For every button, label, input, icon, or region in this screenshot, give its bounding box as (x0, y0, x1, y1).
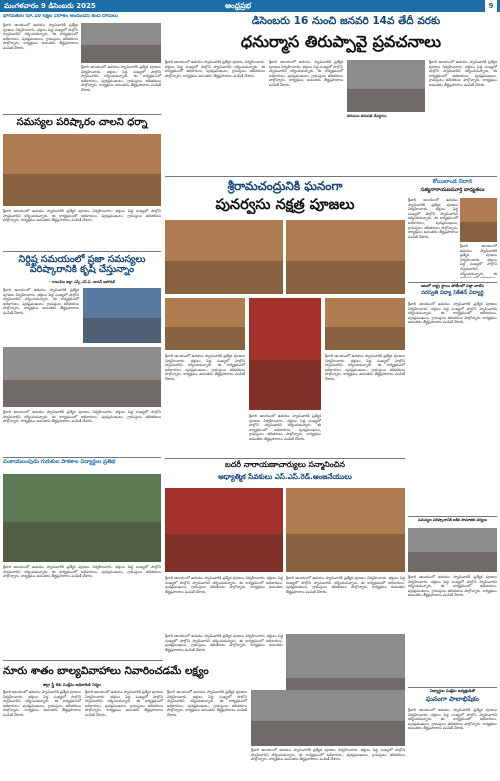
right-story1-headline-line2: సత్యనారాయణమూర్తి బాధ్యతలు (420, 187, 485, 193)
brief-body-2: శ్రీవారి ఆలయంలో ఉదయం స్వామివారికి ప్రత్యేక పూజలు నిర్వహించారు. భక్తులు పెద్ద సంఖ్యలో పాల్గొని స్వామివారిని దర్శించుకున్నారు. ఈ కార్యక్రమంలో అధికారులు, పురప్రముఖులు, గ్రామస్తులు తదితరులు పాల్గొన్నారు. కార్యక్రమం అనంతరం తీర్థప్రసాదాలు పంపిణీ చేశారు. (81, 65, 161, 92)
story2-subhead: - రాజంపేట జిల్లా ఎస్పీ ఎస్.వి. జాదవ్ ఆపోదిబ్ (49, 280, 115, 284)
brief-headline: భాగవతుల రూ.10 లక్షల విరాళం అందించిన కంచి దాసులు (3, 14, 118, 19)
center-headline-line1: శ్రీరామచంద్రునికి ఘనంగా (227, 179, 343, 193)
story1-body: శ్రీవారి ఆలయంలో ఉదయం స్వామివారికి ప్రత్యేక పూజలు నిర్వహించారు. భక్తులు పెద్ద సంఖ్యలో పాల్గొని స్వామివారిని దర్శించుకున్నారు. ఈ కార్యక్రమంలో అధికారులు, పురప్రముఖులు, గ్రామస్తులు తదితరులు పాల్గొన్నారు. కార్యక్రమం అనంతరం తీర్థప్రసాదాలు పంపిణీ చేశారు. (3, 209, 161, 223)
temple-photo-caption: తిరుమల తిరుపతి దేవస్థానం (347, 114, 387, 118)
right-story3-headline: సమస్యల పరిష్కారానికి ఐకిక సామాజిక చర్యలు (417, 517, 488, 522)
top-story-body-3: శ్రీవారి ఆలయంలో ఉదయం స్వామివారికి ప్రత్యేక పూజలు నిర్వహించారు. భక్తులు పెద్ద సంఖ్యలో పాల్గొని స్వామివారిని దర్శించుకున్నారు. ఈ కార్యక్రమంలో అధికారులు, పురప్రముఖులు, గ్రామస్తులు తదితరులు పాల్గొన్నారు. కార్యక్రమం అనంతరం తీర్థప్రసాదాలు పంపిణీ చేశారు. (429, 60, 497, 87)
divider (165, 458, 405, 459)
top-story-body: శ్రీవారి ఆలయంలో ఉదయం స్వామివారికి ప్రత్యేక పూజలు నిర్వహించారు. భక్తులు పెద్ద సంఖ్యలో పాల్గొని స్వామివారిని దర్శించుకున్నారు. ఈ కార్యక్రమంలో అధికారులు, పురప్రముఖులు, గ్రామస్తులు తదితరులు పాల్గొన్నారు. కార్యక్రమం అనంతరం తీర్థప్రసాదాలు పంపిణీ చేశారు. (165, 60, 265, 78)
meeting-photo (408, 528, 497, 572)
publication-name: ఆంధ్రప్రభ (225, 1, 252, 10)
pooja-photo-3 (165, 298, 245, 350)
bottom-subhead: జిల్లా స్త్రీ శిశు సంక్షేమ అధికారిణి నిర్మల (43, 682, 101, 687)
protest-photo (3, 134, 161, 206)
top-story (165, 14, 497, 174)
pooja-photo-2 (286, 220, 405, 294)
right-story2-headline-line1: ఆటలో రాష్ట్ర స్థాయి పోటీలలో సత్తా చాటిన (421, 283, 484, 288)
right-story4-headline-line1: విద్యార్థుల సంక్షేమ అధ్యక్షుడితో (429, 688, 476, 693)
deity-photo (249, 298, 321, 410)
right-story2-body: శ్రీవారి ఆలయంలో ఉదయం స్వామివారికి ప్రత్యేక పూజలు నిర్వహించారు. భక్తులు పెద్ద సంఖ్యలో పాల్గొని స్వామివారిని దర్శించుకున్నారు. ఈ కార్యక్రమంలో అధికారులు, పురప్రముఖులు, గ్రామస్తులు తదితరులు పాల్గొన్నారు. కార్యక్రమం అనంతరం తీర్థప్రసాదాలు పంపిణీ చేశారు. (408, 302, 497, 325)
divider (3, 251, 161, 252)
center-story2-headline-line2: ఆధ్యాత్మిక సేవకులు ఎస్.ఎస్.రెడ్.ఆంజనేయులు (218, 472, 352, 481)
seva-photo-2 (286, 488, 405, 572)
center-story2-body: శ్రీవారి ఆలయంలో ఉదయం స్వామివారికి ప్రత్యేక పూజలు నిర్వహించారు. భక్తులు పెద్ద సంఖ్యలో పాల్గొని స్వామివారిని దర్శించుకున్నారు. ఈ కార్యక్రమంలో అధికారులు, పురప్రముఖులు, గ్రామస్తులు తదితరులు పాల్గొన్నారు. కార్యక్రమం అనంతరం తీర్థప్రసాదాలు పంపిణీ చేశారు. (165, 576, 283, 594)
left-column (3, 14, 161, 714)
bottom-headline: నూరు శాతం బాల్యవివాహాలు నివారించడమే లక్ష్యం (3, 665, 209, 677)
divider (165, 176, 497, 177)
center-story2-body-2: శ్రీవారి ఆలయంలో ఉదయం స్వామివారికి ప్రత్యేక పూజలు నిర్వహించారు. భక్తులు పెద్ద సంఖ్యలో పాల్గొని స్వామివారిని దర్శించుకున్నారు. ఈ కార్యక్రమంలో అధికారులు, పురప్రముఖులు, గ్రామస్తులు తదితరులు పాల్గొన్నారు. కార్యక్రమం అనంతరం తీర్థప్రసాదాలు పంపిణీ చేశారు. (286, 576, 405, 594)
right-story1-body: శ్రీవారి ఆలయంలో ఉదయం స్వామివారికి ప్రత్యేక పూజలు నిర్వహించారు. భక్తులు పెద్ద సంఖ్యలో పాల్గొని స్వామివారిని దర్శించుకున్నారు. ఈ కార్యక్రమంలో అధికారులు, పురప్రముఖులు, గ్రామస్తులు తదితరులు పాల్గొన్నారు. కార్యక్రమం అనంతరం తీర్థప్రసాదాలు పంపిణీ చేశారు. (408, 198, 458, 239)
top-story-body-2: శ్రీవారి ఆలయంలో ఉదయం స్వామివారికి ప్రత్యేక పూజలు నిర్వహించారు. భక్తులు పెద్ద సంఖ్యలో పాల్గొని స్వామివారిని దర్శించుకున్నారు. ఈ కార్యక్రమంలో అధికారులు, పురప్రముఖులు, గ్రామస్తులు తదితరులు పాల్గొన్నారు. కార్యక్రమం అనంతరం తీర్థప్రసాదాలు పంపిణీ చేశారు. (269, 60, 343, 87)
center-column (165, 178, 405, 718)
story2-body: శ్రీవారి ఆలయంలో ఉదయం స్వామివారికి ప్రత్యేక పూజలు నిర్వహించారు. భక్తులు పెద్ద సంఖ్యలో పాల్గొని స్వామివారిని దర్శించుకున్నారు. ఈ కార్యక్రమంలో అధికారులు, పురప్రముఖులు, గ్రామస్తులు తదితరులు పాల్గొన్నారు. కార్యక్రమం అనంతరం తీర్థప్రసాదాలు పంపిణీ చేశారు. (3, 288, 79, 315)
story2-headline: నిర్దిష్ట సమయంలో ప్రజా సమస్యలు పరిష్కారానికి కృషి చేస్తున్నాం (18, 254, 146, 275)
right-story4-body: శ్రీవారి ఆలయంలో ఉదయం స్వామివారికి ప్రత్యేక పూజలు నిర్వహించారు. భక్తులు పెద్ద సంఖ్యలో పాల్గొని స్వామివారిని దర్శించుకున్నారు. ఈ కార్యక్రమంలో అధికారులు, పురప్రముఖులు, గ్రామస్తులు తదితరులు పాల్గొన్నారు. కార్యక్రమం అనంతరం తీర్థప్రసాదాలు పంపిణీ చేశారు. (408, 708, 497, 731)
right-story3-body: శ్రీవారి ఆలయంలో ఉదయం స్వామివారికి ప్రత్యేక పూజలు నిర్వహించారు. భక్తులు పెద్ద సంఖ్యలో పాల్గొని స్వామివారిని దర్శించుకున్నారు. ఈ కార్యక్రమంలో అధికారులు, పురప్రముఖులు, గ్రామస్తులు తదితరులు పాల్గొన్నారు. కార్యక్రమం అనంతరం తీర్థప్రసాదాలు పంపిణీ చేశారు. (408, 575, 497, 598)
temple-photo (347, 60, 425, 112)
sp-photo (83, 288, 161, 343)
pooja-photo-4 (325, 298, 405, 350)
divider (3, 114, 161, 115)
center-story2-headline-line1: బదరీ నారాయణాచార్యులు సన్మానించిన (225, 460, 345, 469)
top-story-headline: ధనుర్మాస తిరుప్పావై ప్రవచనాలు (240, 32, 442, 51)
center-body-3: శ్రీవారి ఆలయంలో ఉదయం స్వామివారికి ప్రత్యేక పూజలు నిర్వహించారు. భక్తులు పెద్ద సంఖ్యలో పాల్గొని స్వామివారిని దర్శించుకున్నారు. ఈ కార్యక్రమంలో అధికారులు, పురప్రముఖులు, గ్రామస్తులు తదితరులు పాల్గొన్నారు. కార్యక్రమం అనంతరం తీర్థప్రసాదాలు పంపిణీ చేశారు. (249, 414, 321, 441)
center-story3-body: శ్రీవారి ఆలయంలో ఉదయం స్వామివారికి ప్రత్యేక పూజలు నిర్వహించారు. భక్తులు పెద్ద సంఖ్యలో పాల్గొని స్వామివారిని దర్శించుకున్నారు. ఈ కార్యక్రమంలో అధికారులు, పురప్రముఖులు, గ్రామస్తులు తదితరులు పాల్గొన్నారు. కార్యక్రమం అనంతరం తీర్థప్రసాదాలు పంపిణీ చేశారు. (165, 634, 283, 652)
story1-headline: సమస్యల పరిష్కారం చాలని ధర్నా (16, 117, 148, 128)
pooja-photo-1 (165, 220, 283, 294)
story3-headline: వంకాయలంపుడు గురుకుల పాఠశాల విద్యార్థుల ప్రతిభ (3, 459, 116, 465)
bottom-strip (3, 662, 405, 779)
story3-body: శ్రీవారి ఆలయంలో ఉదయం స్వామివారికి ప్రత్యేక పూజలు నిర్వహించారు. భక్తులు పెద్ద సంఖ్యలో పాల్గొని స్వామివారిని దర్శించుకున్నారు. ఈ కార్యక్రమంలో అధికారులు, పురప్రముఖులు, గ్రామస్తులు తదితరులు పాల్గొన్నారు. కార్యక్రమం అనంతరం తీర్థప్రసాదాలు పంపిణీ చేశారు. (3, 565, 161, 579)
right-story1-headline-line1: కోయిలాండ నిదాన (432, 179, 473, 185)
divider (3, 660, 163, 661)
bottom-body-3: శ్రీవారి ఆలయంలో ఉదయం స్వామివారికి ప్రత్యేక పూజలు నిర్వహించారు. భక్తులు పెద్ద సంఖ్యలో పాల్గొని స్వామివారిని దర్శించుకున్నారు. ఈ కార్యక్రమంలో అధికారులు, పురప్రముఖులు, గ్రామస్తులు తదితరులు పాల్గొన్నారు. కార్యక్రమం అనంతరం తీర్థప్రసాదాలు పంపిణీ చేశారు. (167, 690, 247, 717)
masthead-bar (0, 0, 500, 12)
bottom-body-2: శ్రీవారి ఆలయంలో ఉదయం స్వామివారికి ప్రత్యేక పూజలు నిర్వహించారు. భక్తులు పెద్ద సంఖ్యలో పాల్గొని స్వామివారిని దర్శించుకున్నారు. ఈ కార్యక్రమంలో అధికారులు, పురప్రముఖులు, గ్రామస్తులు తదితరులు పాల్గొన్నారు. కార్యక్రమం అనంతరం తీర్థప్రసాదాలు పంపిణీ చేశారు. (85, 690, 163, 717)
edition-date: మంగళవారం 9 డిసెంబరు 2025 (4, 2, 96, 10)
bottom-body: శ్రీవారి ఆలయంలో ఉదయం స్వామివారికి ప్రత్యేక పూజలు నిర్వహించారు. భక్తులు పెద్ద సంఖ్యలో పాల్గొని స్వామివారిని దర్శించుకున్నారు. ఈ కార్యక్రమంలో అధికారులు, పురప్రముఖులు, గ్రామస్తులు తదితరులు పాల్గొన్నారు. కార్యక్రమం అనంతరం తీర్థప్రసాదాలు పంపిణీ చేశారు. (3, 690, 81, 717)
divider (3, 457, 161, 458)
right-column (408, 178, 497, 778)
officials-photo (3, 347, 161, 407)
center-headline-line2: పునర్వసు నక్షత్ర పూజలు (215, 197, 355, 213)
seva-photo-1 (165, 488, 283, 572)
page-number: 9 (485, 0, 497, 12)
center-body-2: శ్రీవారి ఆలయంలో ఉదయం స్వామివారికి ప్రత్యేక పూజలు నిర్వహించారు. భక్తులు పెద్ద సంఖ్యలో పాల్గొని స్వామివారిని దర్శించుకున్నారు. ఈ కార్యక్రమంలో అధికారులు, పురప్రముఖులు, గ్రామస్తులు తదితరులు పాల్గొన్నారు. కార్యక్రమం అనంతరం తీర్థప్రసాదాలు పంపిణీ చేశారు. (325, 354, 405, 381)
students-photo (3, 474, 161, 562)
brief-body: శ్రీవారి ఆలయంలో ఉదయం స్వామివారికి ప్రత్యేక పూజలు నిర్వహించారు. భక్తులు పెద్ద సంఖ్యలో పాల్గొని స్వామివారిని దర్శించుకున్నారు. ఈ కార్యక్రమంలో అధికారులు, పురప్రముఖులు, గ్రామస్తులు తదితరులు పాల్గొన్నారు. కార్యక్రమం అనంతరం తీర్థప్రసాదాలు పంపిణీ చేశారు. (3, 23, 78, 50)
right-story2-headline-line2: సరస్వతి విద్యా నికేతన్ విద్యార్థి (421, 290, 484, 296)
officer-photo (460, 198, 497, 242)
bottom-meeting-photo (251, 690, 405, 746)
right-story1-body-2: శ్రీవారి ఆలయంలో ఉదయం స్వామివారికి ప్రత్యేక పూజలు నిర్వహించారు. భక్తులు పెద్ద సంఖ్యలో పాల్గొని స్వామివారిని దర్శించుకున్నారు. ఈ (460, 244, 497, 276)
top-story-kicker: డిసెంబరు 16 నుంచి జనవరి 14వ తేదీ వరకు (251, 15, 441, 27)
center-body: శ్రీవారి ఆలయంలో ఉదయం స్వామివారికి ప్రత్యేక పూజలు నిర్వహించారు. భక్తులు పెద్ద సంఖ్యలో పాల్గొని స్వామివారిని దర్శించుకున్నారు. ఈ కార్యక్రమంలో అధికారులు, పురప్రముఖులు, గ్రామస్తులు తదితరులు పాల్గొన్నారు. కార్యక్రమం అనంతరం తీర్థప్రసాదాలు పంపిణీ చేశారు. (165, 354, 245, 381)
story2-body-2: శ్రీవారి ఆలయంలో ఉదయం స్వామివారికి ప్రత్యేక పూజలు నిర్వహించారు. భక్తులు పెద్ద సంఖ్యలో పాల్గొని స్వామివారిని దర్శించుకున్నారు. ఈ కార్యక్రమంలో అధికారులు, పురప్రముఖులు, గ్రామస్తులు తదితరులు పాల్గొన్నారు. కార్యక్రమం అనంతరం తీర్థప్రసాదాలు పంపిణీ చేశారు. (3, 410, 161, 424)
donation-photo (81, 23, 161, 63)
bottom-body-4: శ్రీవారి ఆలయంలో ఉదయం స్వామివారికి ప్రత్యేక పూజలు నిర్వహించారు. భక్తులు పెద్ద సంఖ్యలో పాల్గొని స్వామివారిని దర్శించుకున్నారు. ఈ కార్యక్రమంలో అధికారులు, పురప్రముఖులు, గ్రామస్తులు తదితరులు పాల్గొన్నారు. కార్యక్రమం అనంతరం తీర్థప్రసాదాలు పంపిణీ చేశారు. (251, 748, 405, 762)
right-story4-headline-line2: ఘనంగా పాలాభిషేకం (426, 695, 479, 703)
